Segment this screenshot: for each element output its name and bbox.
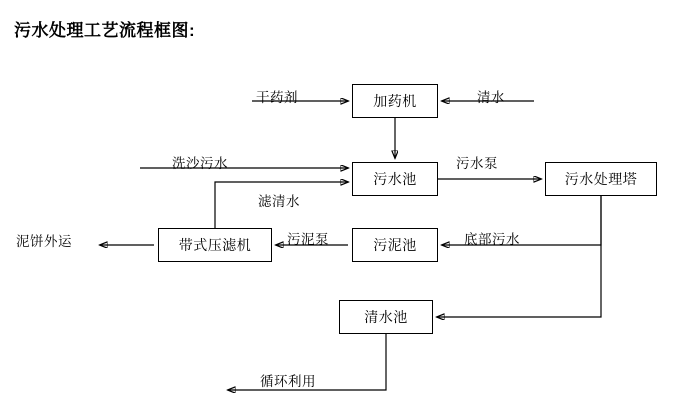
edge-label-sludge-pump: 污泥泵 (287, 232, 329, 247)
node-label: 清水池 (364, 309, 408, 325)
edge-label-filtrate-clear-water: 滤清水 (258, 194, 300, 209)
edge-label-sewage-pump: 污水泵 (456, 156, 498, 171)
edge-label-recycle-use: 循环利用 (260, 374, 316, 389)
edge-label-sand-washing-sewage: 洗沙污水 (172, 156, 228, 171)
node-label: 加药机 (373, 93, 417, 109)
node-sewage-pool[interactable] (352, 162, 438, 196)
node-sewage-treatment-tower[interactable] (545, 162, 657, 196)
node-label: 污水池 (373, 171, 417, 187)
node-sludge-pool[interactable] (352, 228, 438, 262)
node-belt-filter-press[interactable] (158, 228, 272, 262)
node-label: 污泥池 (373, 237, 417, 253)
node-clean-water-pool[interactable] (339, 300, 433, 334)
page-title: 污水处理工艺流程框图: (14, 21, 196, 40)
node-label: 带式压滤机 (178, 237, 252, 253)
node-dosing-machine[interactable] (352, 84, 438, 118)
edge-label-mud-cake-out: 泥饼外运 (16, 234, 72, 249)
node-label: 污水处理塔 (564, 171, 638, 187)
edge-label-clean-water-in: 清水 (477, 90, 505, 105)
edge-label-dry-agent: 干药剂 (256, 90, 298, 105)
edge-label-bottom-sewage: 底部污水 (464, 232, 520, 247)
